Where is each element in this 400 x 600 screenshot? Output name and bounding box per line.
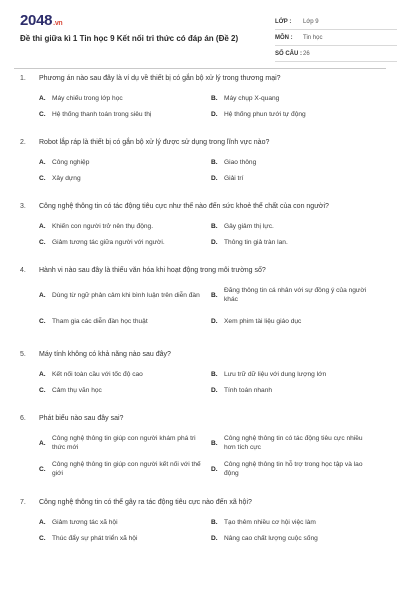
option-text: Kết nối toàn cầu với tốc độ cao	[52, 370, 143, 378]
answer-option[interactable]	[39, 514, 211, 530]
answer-option[interactable]	[39, 282, 211, 308]
option-letter: D.	[211, 465, 218, 473]
question-number: 5.	[20, 351, 26, 358]
meta-value: Lớp 9	[303, 18, 319, 25]
question-text-row	[20, 266, 382, 276]
answer-option[interactable]	[211, 430, 383, 456]
question-text-row	[20, 74, 382, 84]
option-text: Khiến con người trở nên thụ động.	[52, 222, 154, 230]
question-text: Công nghệ thông tin có thể gây ra tác động tiêu cực nào đến xã hội?	[39, 499, 252, 506]
option-letter: A.	[39, 439, 46, 447]
question-text-row	[20, 350, 382, 360]
options-grid	[20, 218, 382, 250]
option-letter: C.	[39, 238, 46, 246]
answer-option[interactable]	[39, 170, 211, 186]
option-text: Giảm tương tác xã hội	[52, 518, 118, 526]
answer-option[interactable]	[211, 234, 383, 250]
answer-option[interactable]	[211, 366, 383, 382]
option-text: Giải trí	[224, 174, 244, 182]
answer-option[interactable]	[39, 456, 211, 482]
option-letter: B.	[211, 439, 218, 447]
option-text: Lưu trữ dữ liệu với dung lượng lớn	[224, 370, 327, 378]
answer-option[interactable]	[211, 106, 383, 122]
option-text: Tính toán nhanh	[224, 386, 273, 394]
options-grid	[20, 90, 382, 122]
logo-suffix: .vn	[53, 20, 63, 27]
option-text: Xem phim tài liệu giáo dục	[224, 317, 302, 325]
option-text: Tham gia các diễn đàn học thuật	[52, 317, 148, 325]
site-logo[interactable]	[20, 12, 62, 29]
answer-option[interactable]	[211, 382, 383, 398]
option-letter: B.	[211, 518, 218, 526]
question-1	[20, 74, 382, 122]
question-7	[20, 498, 382, 546]
answer-option[interactable]	[211, 90, 383, 106]
option-text: Thông tin giả tràn lan.	[224, 238, 288, 246]
option-letter: C.	[39, 465, 46, 473]
options-grid	[20, 430, 382, 482]
question-text-row	[20, 414, 382, 424]
option-text: Giao thông	[224, 158, 257, 166]
option-letter: D.	[211, 317, 218, 325]
option-letter: C.	[39, 110, 46, 118]
question-number: 3.	[20, 203, 26, 210]
option-text: Máy chụp X-quang	[224, 94, 280, 102]
meta-row-class	[275, 14, 397, 30]
answer-option[interactable]	[39, 154, 211, 170]
option-text: Công nghệ thông tin giúp con người kết nối với thế giới	[52, 461, 201, 477]
question-6	[20, 414, 382, 482]
option-text: Thúc đẩy sự phát triển xã hội	[52, 534, 138, 542]
question-number: 2.	[20, 139, 26, 146]
meta-row-subject	[275, 30, 397, 46]
question-number: 7.	[20, 499, 26, 506]
answer-option[interactable]	[211, 456, 383, 482]
option-text: Công nghiệp	[52, 158, 90, 166]
option-text: Dùng từ ngữ phản cảm khi bình luận trên diễn đàn	[52, 291, 200, 299]
option-text: Hệ thống phun tưới tự động	[224, 110, 306, 118]
question-number: 4.	[20, 267, 26, 274]
option-text: Máy chiếu trong lớp học	[52, 94, 123, 102]
answer-option[interactable]	[211, 170, 383, 186]
question-text: Hành vi nào sau đây là thiếu văn hóa khi hoạt động trong môi trường số?	[39, 267, 266, 274]
answer-option[interactable]	[211, 282, 383, 308]
option-text: Công nghệ thông tin giúp con người khám phá tri thức mới	[52, 435, 196, 451]
meta-row-count	[275, 46, 397, 62]
meta-label: MÔN :	[275, 34, 293, 41]
options-grid	[20, 514, 382, 546]
question-text: Công nghệ thông tin có tác động tiêu cực như thế nào đến sức khoẻ thể chất của con người?	[39, 203, 329, 210]
options-grid	[20, 154, 382, 186]
option-letter: A.	[39, 518, 46, 526]
option-letter: A.	[39, 291, 46, 299]
option-letter: B.	[211, 370, 218, 378]
question-number: 6.	[20, 415, 26, 422]
answer-option[interactable]	[39, 366, 211, 382]
option-letter: D.	[211, 386, 218, 394]
question-2	[20, 138, 382, 186]
option-letter: A.	[39, 94, 46, 102]
option-letter: A.	[39, 158, 46, 166]
option-letter: B.	[211, 222, 218, 230]
exam-header	[20, 0, 386, 62]
answer-option[interactable]	[39, 382, 211, 398]
answer-option[interactable]	[211, 308, 383, 334]
option-text: Xây dựng	[52, 174, 81, 182]
option-letter: B.	[211, 94, 218, 102]
option-letter: D.	[211, 174, 218, 182]
option-text: Tạo thêm nhiều cơ hội việc làm	[224, 518, 316, 526]
answer-option[interactable]	[211, 530, 383, 546]
answer-option[interactable]	[39, 234, 211, 250]
option-letter: A.	[39, 222, 46, 230]
question-4	[20, 266, 382, 334]
meta-label: LỚP :	[275, 18, 292, 25]
answer-option[interactable]	[39, 430, 211, 456]
option-text: Đăng thông tin cá nhân với sự đồng ý của người khác	[224, 287, 367, 303]
options-grid	[20, 366, 382, 398]
question-text: Phát biểu nào sau đây sai?	[39, 415, 124, 422]
question-text: Máy tính không có khả năng nào sau đây?	[39, 351, 171, 358]
question-list	[20, 74, 382, 546]
option-letter: C.	[39, 386, 46, 394]
meta-value: 26	[303, 50, 310, 57]
answer-option[interactable]	[39, 308, 211, 334]
option-letter: D.	[211, 110, 218, 118]
answer-option[interactable]	[211, 218, 383, 234]
option-letter: D.	[211, 534, 218, 542]
question-3	[20, 202, 382, 250]
answer-option[interactable]	[211, 514, 383, 530]
meta-label: SỐ CÂU :	[275, 50, 302, 57]
exam-title: Đề thi giữa kì 1 Tin học 9 Kết nối tri thức có đáp án (Đề 2)	[20, 34, 239, 43]
option-letter: A.	[39, 370, 46, 378]
meta-value: Tin học	[303, 34, 323, 41]
question-text-row	[20, 202, 382, 212]
question-text: Robot lắp ráp là thiết bị có gắn bộ xử lý được sử dụng trong lĩnh vực nào?	[39, 139, 270, 146]
option-letter: C.	[39, 174, 46, 182]
option-text: Cảm thụ văn học	[52, 386, 102, 394]
option-text: Hệ thống thanh toán trong siêu thị	[52, 110, 152, 118]
question-text-row	[20, 138, 382, 148]
logo-text: 2048	[20, 12, 53, 29]
header-divider	[14, 68, 386, 69]
option-letter: D.	[211, 238, 218, 246]
option-text: Công nghệ thông tin hỗ trợ trong học tập và lao động	[224, 461, 363, 477]
question-number: 1.	[20, 75, 26, 82]
answer-option[interactable]	[39, 218, 211, 234]
option-text: Công nghệ thông tin có tác động tiêu cực nhiều hơn tích cực	[224, 435, 363, 451]
answer-option[interactable]	[211, 154, 383, 170]
question-text: Phương án nào sau đây là ví dụ về thiết bị có gắn bộ xử lý trong thương mại?	[39, 75, 281, 82]
answer-option[interactable]	[39, 106, 211, 122]
option-letter: B.	[211, 291, 218, 299]
option-text: Gây giảm thị lực.	[224, 222, 274, 230]
answer-option[interactable]	[39, 530, 211, 546]
question-5	[20, 350, 382, 398]
question-text-row	[20, 498, 382, 508]
exam-meta	[275, 14, 397, 62]
answer-option[interactable]	[39, 90, 211, 106]
options-grid	[20, 282, 382, 334]
option-letter: B.	[211, 158, 218, 166]
option-letter: C.	[39, 534, 46, 542]
option-letter: C.	[39, 317, 46, 325]
option-text: Nâng cao chất lượng cuộc sống	[224, 534, 318, 542]
option-text: Giảm tương tác giữa người với người.	[52, 238, 165, 246]
